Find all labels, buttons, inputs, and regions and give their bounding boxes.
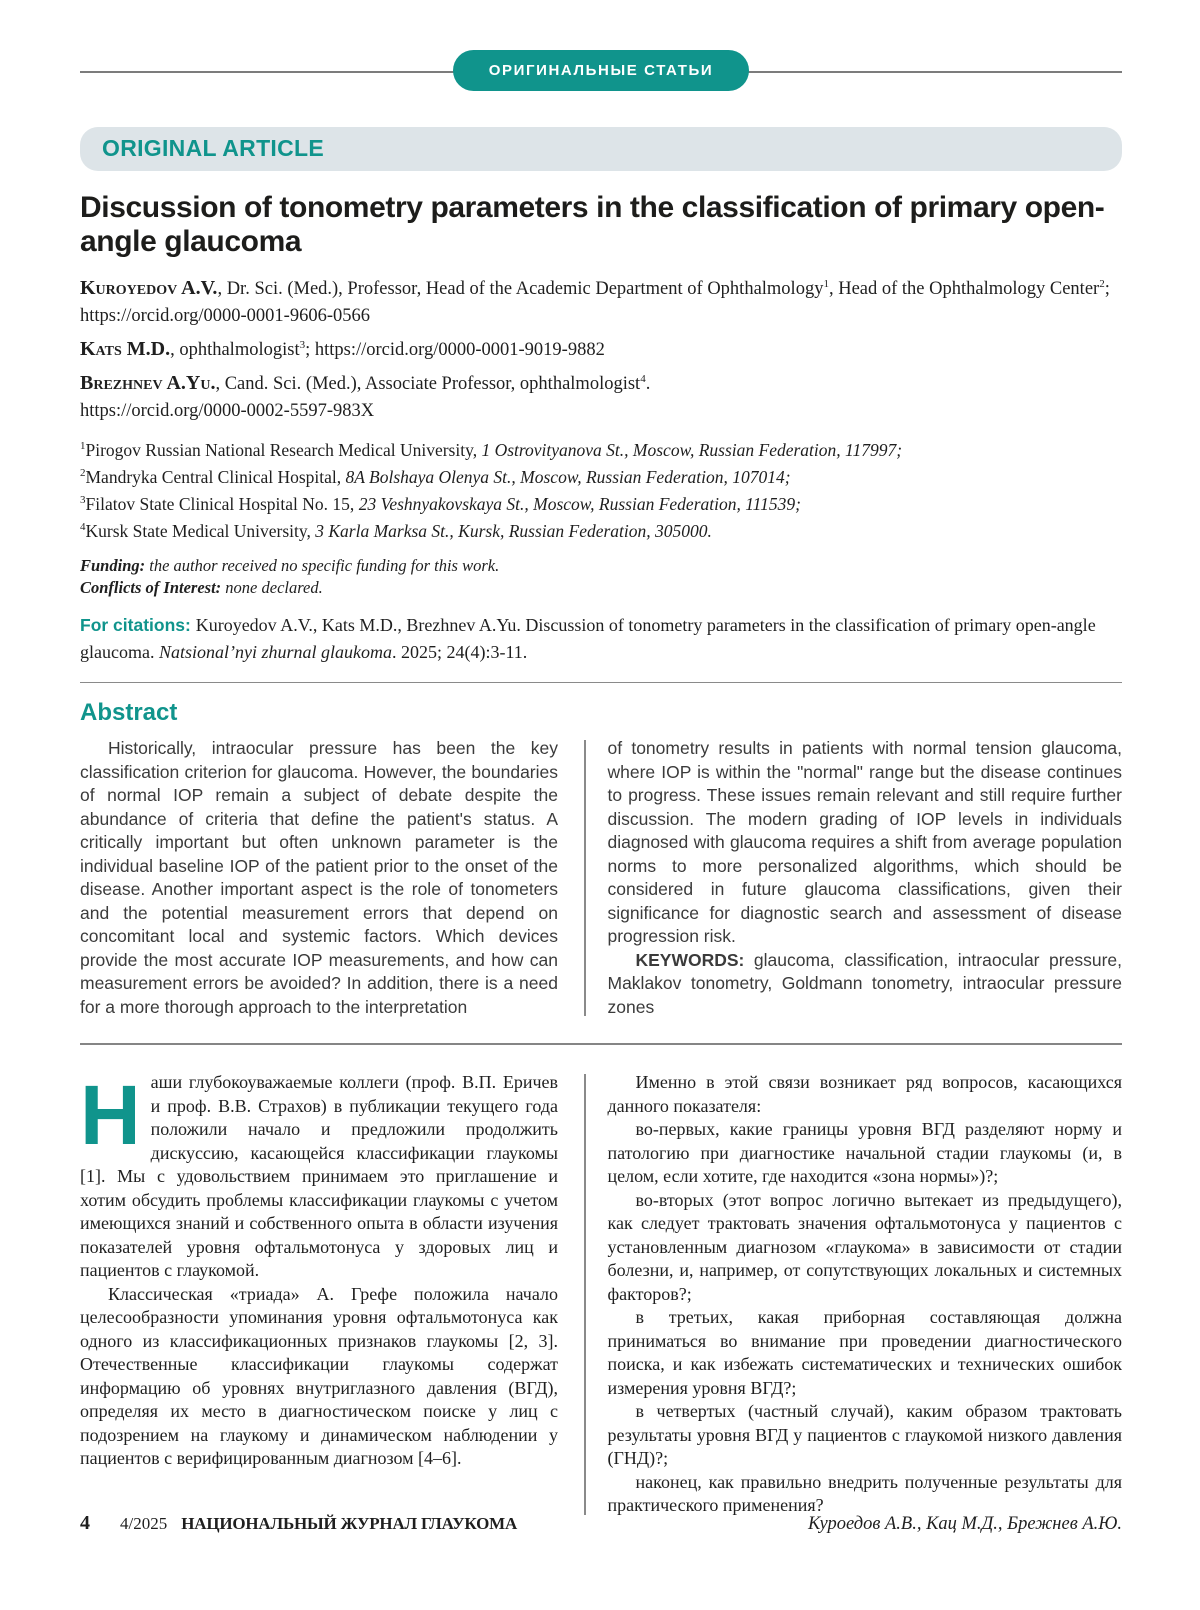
journal-name: НАЦИОНАЛЬНЫЙ ЖУРНАЛ ГЛАУКОМА — [181, 1514, 518, 1533]
affiliation-name: Filatov State Clinical Hospital No. 15, — [85, 494, 359, 514]
running-authors: Куроедов А.В., Кац М.Д., Брежнев А.Ю. — [808, 1514, 1122, 1534]
affiliation-number: 4 — [80, 521, 86, 534]
author-role: , Dr. Sci. (Med.), Professor, Head of the Academic Department of Ophthalmology — [217, 279, 824, 299]
keywords-label: KEYWORDS: — [635, 949, 754, 970]
affiliation-address: 1 Ostrovityanova St., Moscow, Russian Federation, 117997; — [481, 440, 903, 460]
funding-line — [80, 555, 1122, 577]
drop-cap: Н — [80, 1068, 141, 1162]
author-name: Brezhnev A.Yu. — [80, 372, 216, 394]
body-paragraph: во-первых, какие границы уровня ВГД разделяют норму и патологию при диагностике начальной стадии глаукомы (и, в целом, если хотите, где находится «зона нормы»)?; — [607, 1119, 1122, 1186]
conflicts-label: Conflicts of Interest: — [80, 578, 226, 597]
author-line — [80, 275, 1122, 330]
body-paragraph: в четвертых (частный случай), каким образом трактовать результаты уровня ВГД у пациентов с глаукомой низкого давления (ГНД)?; — [607, 1401, 1122, 1468]
body-column-right — [608, 1071, 1123, 1518]
citation-text: Kuroyedov A.V., Kats M.D., Brezhnev A.Yu. Discussion of tonometry parameters in the classification of primary open-angle glaucoma. — [80, 615, 1096, 662]
author-line — [80, 370, 1122, 425]
author-role: , ophthalmologist — [170, 340, 300, 360]
conflicts-line — [80, 577, 1122, 599]
abstract-column-left — [80, 737, 558, 1019]
footer-left — [80, 1512, 517, 1535]
abstract-columns — [80, 737, 1122, 1019]
author-line — [80, 336, 1122, 364]
funding-text: the author received no specific funding for this work. — [149, 556, 500, 575]
citation-block — [80, 612, 1122, 666]
orcid-link[interactable]: https://orcid.org/0000-0001-9019-9882 — [314, 340, 605, 360]
divider — [80, 1043, 1122, 1045]
meta-block — [80, 555, 1122, 599]
separator: ; — [1104, 279, 1110, 299]
article-title: Discussion of tonometry parameters in the classification of primary open-angle glaucoma — [80, 191, 1105, 258]
body-paragraph: в третьих, какая приборная составляющая должна приниматься во внимание при проведении диагностического поиска, и как избежать систематических и технических ошибок измерения уровня ВГД?; — [607, 1307, 1122, 1398]
affiliation-ref: 1 — [823, 277, 829, 290]
orcid-link[interactable]: https://orcid.org/0000-0002-5597-983X — [80, 401, 375, 421]
body-paragraph: наконец, как правильно внедрить полученные результаты для практического применения? — [607, 1471, 1122, 1515]
citation-text: . 2025; 24(4):3-11. — [391, 642, 528, 662]
abstract-heading: Abstract — [80, 699, 178, 726]
keywords-text: glaucoma, classification, intraocular pressure, Maklakov tonometry, Goldmann tonometry, intraocular pressure zones — [607, 949, 1122, 1017]
body-paragraph: Классическая «триада» А. Грефе положила начало целесообразности упоминания уровня офтальмотонуса как одного из классификационных признаков глаукомы [2, 3]. Отечественные классификации глаукомы содержат информацию об уровнях внутриглазного давления (ВГД), определяя их место в диагностическом поиске у лиц с подозрением на глаукому и динамическом наблюдении у пациентов с верифицированным диагнозом [4–6]. — [80, 1283, 558, 1468]
affiliation-number: 1 — [80, 440, 86, 453]
category-badge: ОРИГИНАЛЬНЫЕ СТАТЬИ — [453, 50, 749, 91]
affiliation-name: Pirogov Russian National Research Medical University, — [85, 440, 482, 460]
conflicts-text: none declared. — [225, 578, 323, 597]
affiliation-address: 8A Bolshaya Olenya St., Moscow, Russian Federation, 107014; — [345, 467, 791, 487]
affiliation-ref: 4 — [640, 372, 646, 385]
author-role: , Head of the Ophthalmology Center — [828, 279, 1100, 299]
body-paragraph: во-вторых (этот вопрос логично вытекает из предыдущего), как следует трактовать значения офтальмотонуса у пациентов с установленным диагнозом «глаукома» в зависимости от стадии болезни, и, например, от сопутствующих локальных и системных факторов?; — [607, 1189, 1122, 1304]
citation-journal: Natsional’nyi zhurnal glaukoma — [158, 642, 392, 662]
affiliation-address: 3 Karla Marksa St., Kursk, Russian Federation, 305000. — [315, 521, 712, 541]
section-bar — [80, 127, 1122, 171]
author-role: , Cand. Sci. (Med.), Associate Professor, ophthalmologist — [215, 374, 641, 394]
page-footer — [80, 1512, 1122, 1535]
body-paragraph: Именно в этой связи возникает ряд вопросов, касающихся данного показателя: — [607, 1072, 1122, 1116]
page-number: 4 — [80, 1512, 90, 1534]
affiliation-line — [80, 491, 1122, 518]
funding-label: Funding: — [80, 556, 150, 575]
affiliation-ref: 3 — [299, 338, 306, 351]
body-paragraph — [80, 1068, 558, 1283]
affiliation-name: Mandryka Central Clinical Hospital, — [85, 467, 346, 487]
column-divider — [584, 740, 586, 1016]
body-columns — [80, 1068, 1122, 1518]
affiliation-number: 3 — [80, 494, 86, 507]
section-label: ORIGINAL ARTICLE — [102, 135, 325, 161]
affiliation-address: 23 Veshnyakovskaya St., Moscow, Russian Federation, 111539; — [358, 494, 801, 514]
affiliations-block — [80, 437, 1122, 545]
keywords-line — [608, 949, 1123, 1020]
affiliation-name: Kursk State Medical University, — [85, 521, 316, 541]
abstract-column-right — [608, 737, 1123, 1019]
divider — [80, 682, 1122, 683]
abstract-text: Historically, intraocular pressure has been the key classification criterion for glaucoma. However, the boundaries of normal IOP remain a subject of debate despite the abundance of criteria that define the patient's status. A critically important but often unknown parameter is the individual baseline IOP of the patient prior to the onset of the disease. Another important aspect is the role of tonometers and the potential measurement errors that depend on concomitant local and systemic factors. Which devices provide the most accurate IOP measurements, and how can measurement errors be avoided? In addition, there is a need for a more thorough approach to the interpretation — [80, 738, 558, 1017]
affiliation-line — [80, 464, 1122, 491]
affiliation-number: 2 — [80, 467, 86, 480]
citation-label: For citations: — [80, 615, 196, 635]
affiliation-line — [80, 437, 1122, 464]
paragraph-text: аши глубокоуважаемые коллеги (проф. В.П. Еричев и проф. В.В. Страхов) в публикации текущего года положили начало и предложили продолжить дискуссию, касающейся классификации глаукомы [1]. Мы с удовольствием принимаем это приглашение и хотим обсудить проблемы классификации глаукомы с учетом имеющихся знаний и собственного опыта в области изучения показателей уровня офтальмотонуса у здоровых лиц и пациентов с глаукомой. — [80, 1072, 558, 1280]
issue-number: 4/2025 — [120, 1514, 168, 1533]
affiliation-ref: 2 — [1099, 277, 1105, 290]
body-column-left — [80, 1068, 558, 1518]
category-banner — [80, 50, 1122, 94]
separator: . — [645, 374, 651, 394]
column-divider — [584, 1074, 586, 1515]
author-name: Kuroyedov A.V. — [80, 277, 218, 299]
abstract-text: of tonometry results in patients with normal tension glaucoma, where IOP is within the "normal" range but the disease continues to progress. These issues remain relevant and still require further discussion. The modern grading of IOP levels in individuals diagnosed with glaucoma requires a shift from average population norms to more personalized algorithms, which should be considered in future glaucoma classifications, given their significance for diagnostic search and assessment of disease progression risk. — [607, 738, 1122, 946]
authors-block — [80, 275, 1122, 425]
affiliation-line — [80, 518, 1122, 545]
orcid-link[interactable]: https://orcid.org/0000-0001-9606-0566 — [80, 306, 370, 326]
author-name: Kats M.D. — [80, 338, 171, 360]
separator: ; — [305, 340, 315, 360]
